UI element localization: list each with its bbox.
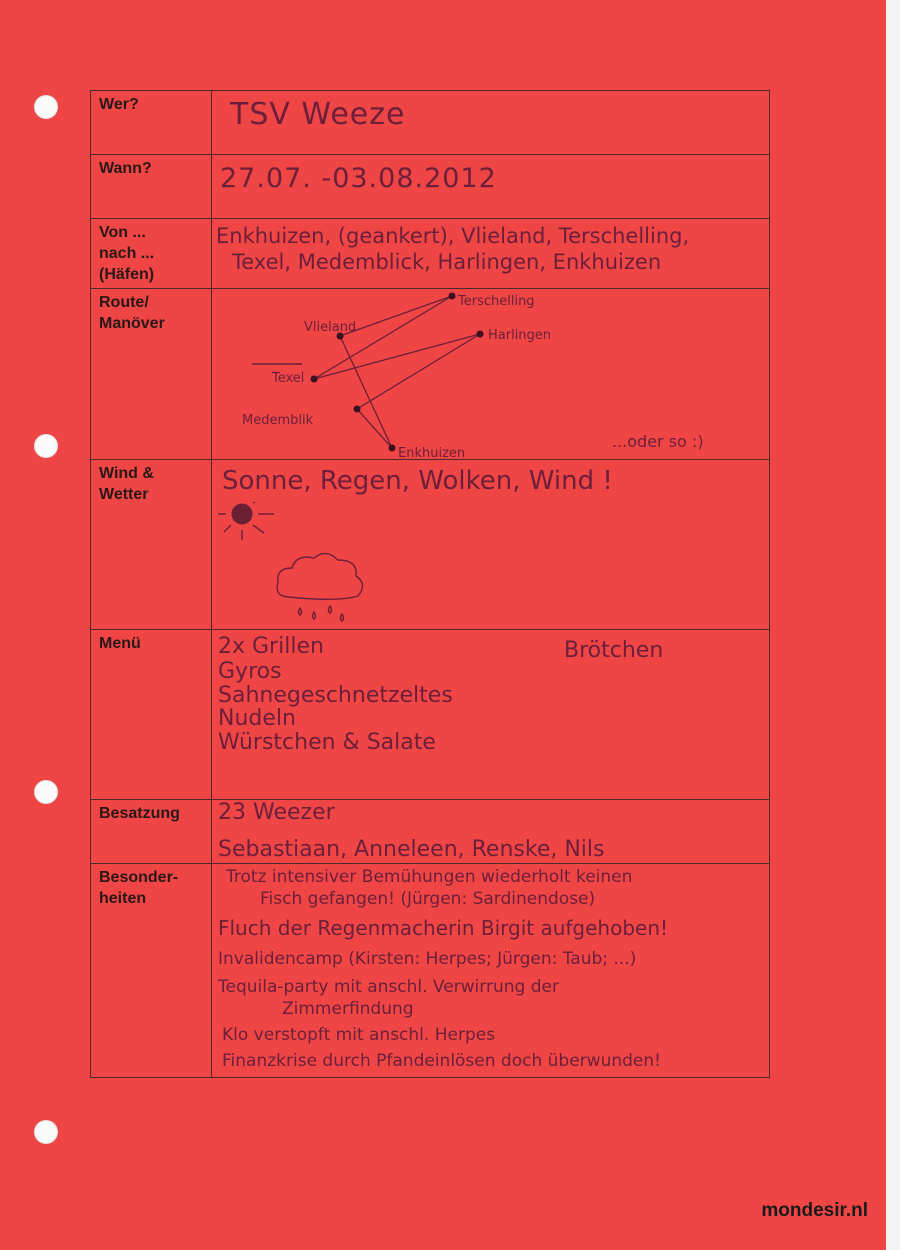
route-points <box>311 293 484 452</box>
place-medemblik: Medemblik <box>242 413 314 428</box>
punch-hole-3 <box>34 780 58 804</box>
value-wer: TSV Weeze <box>230 97 406 132</box>
row-wetter <box>91 460 770 630</box>
label-wetter: Wind & Wetter <box>99 465 154 503</box>
place-enkhuizen: Enkhuizen <box>398 446 466 459</box>
label-menu: Menü <box>99 635 141 652</box>
menu-extra: Brötchen <box>564 638 664 663</box>
point-texel <box>311 376 318 383</box>
row-wer <box>91 91 770 155</box>
row-menu <box>91 630 770 800</box>
menu-item-3: Sahnegeschnetzeltes <box>218 683 453 708</box>
row-besonderheiten <box>91 864 770 1078</box>
point-enkhuizen <box>389 445 396 452</box>
note-line-6: Zimmerfindung <box>282 999 414 1019</box>
punch-hole-4 <box>34 1120 58 1144</box>
punch-hole-1 <box>34 95 58 119</box>
row-von-nach <box>91 219 770 289</box>
label-von-nach: Von ... nach ... (Häfen) <box>99 224 155 283</box>
note-line-5: Tequila-party mit anschl. Verwirrung der <box>218 977 559 997</box>
note-line-7: Klo verstopft mit anschl. Herpes <box>222 1025 496 1045</box>
crew-names: Sebastiaan, Anneleen, Renske, Nils <box>218 837 605 862</box>
point-medemblik <box>354 406 361 413</box>
menu-item-1: 2x Grillen <box>218 634 324 659</box>
note-line-3: Fluch der Regenmacherin Birgit aufgehoben! <box>218 916 669 940</box>
punch-hole-2 <box>34 434 58 458</box>
point-harlingen <box>477 331 484 338</box>
note-line-2: Fisch gefangen! (Jürgen: Sardinendose) <box>260 889 596 909</box>
place-vlieland: Vlieland <box>304 320 357 335</box>
menu-item-5: Würstchen & Salate <box>218 730 436 755</box>
value-wetter: Sonne, Regen, Wolken, Wind ! <box>222 466 613 496</box>
route-lines <box>314 296 480 448</box>
label-besatzung: Besatzung <box>99 805 180 822</box>
route-sketch <box>212 289 760 459</box>
route-note: ...oder so :) <box>612 432 704 451</box>
crew-count: 23 Weezer <box>218 800 335 825</box>
label-wer: Wer? <box>99 96 139 113</box>
place-texel: Texel <box>272 371 305 386</box>
row-wann <box>91 155 770 219</box>
weather-sketch <box>218 502 378 622</box>
logbook-table <box>90 90 770 1078</box>
row-route <box>91 289 770 460</box>
brand-watermark: mondesir.nl <box>761 1200 868 1221</box>
note-line-8: Finanzkrise durch Pfandeinlösen doch überwunden! <box>222 1051 661 1071</box>
harbours-line-2: Texel, Medemblick, Harlingen, Enkhuizen <box>232 250 662 274</box>
note-line-1: Trotz intensiver Bemühungen wiederholt keinen <box>226 867 633 887</box>
rain-cloud-icon <box>277 553 362 621</box>
label-route: Route/ Manöver <box>99 294 165 332</box>
sun-icon <box>218 502 274 540</box>
value-wann: 27.07. -03.08.2012 <box>220 163 497 194</box>
menu-item-4: Nudeln <box>218 706 296 731</box>
label-wann: Wann? <box>99 160 152 177</box>
menu-item-2: Gyros <box>218 659 282 684</box>
row-besatzung <box>91 800 770 864</box>
point-terschelling <box>449 293 456 300</box>
note-line-4: Invalidencamp (Kirsten: Herpes; Jürgen: Taub; ...) <box>218 949 637 969</box>
place-harlingen: Harlingen <box>488 328 552 343</box>
place-terschelling: Terschelling <box>458 294 535 309</box>
label-besonderheiten: Besonder- heiten <box>99 869 179 907</box>
harbours-line-1: Enkhuizen, (geankert), Vlieland, Terschelling, <box>216 224 690 248</box>
